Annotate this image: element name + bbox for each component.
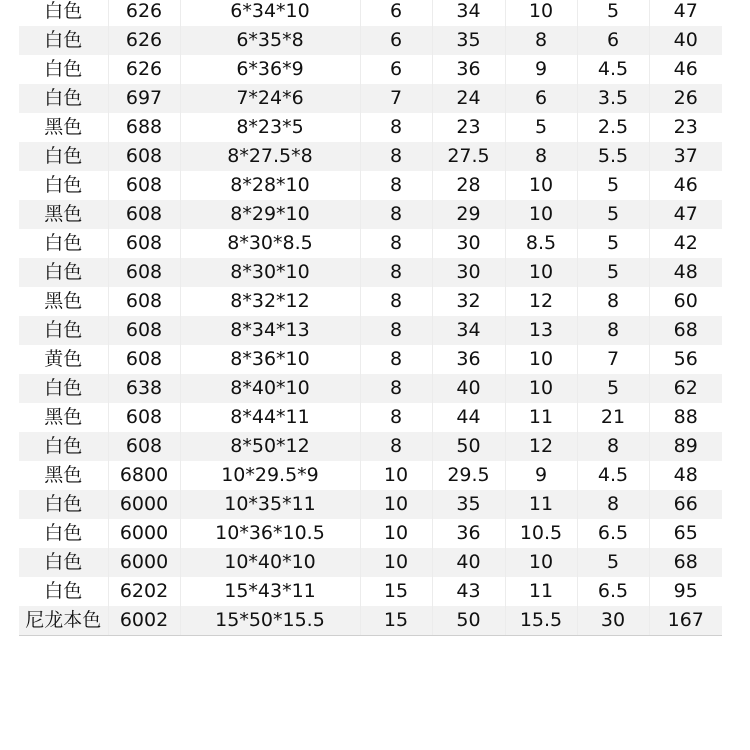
thickness-cell: 10 [505,258,577,287]
model-cell: 638 [108,374,180,403]
price-cell: 40 [649,26,722,55]
table-row [19,519,722,548]
inner-diameter-cell: 8 [360,374,432,403]
weight-cell: 5 [577,0,649,26]
table-row [19,55,722,84]
thickness-cell: 11 [505,577,577,606]
table-body [19,0,722,636]
table-row [19,142,722,171]
weight-cell: 5 [577,229,649,258]
weight-cell: 2.5 [577,113,649,142]
size-cell: 8*30*8.5 [180,229,360,258]
price-cell: 95 [673,580,698,602]
table-row [19,287,722,316]
outer-diameter-cell: 44 [432,403,505,432]
weight-cell: 8 [577,316,649,345]
size-cell: 15*43*11 [180,577,360,606]
thickness-cell: 5 [505,113,577,142]
weight-cell: 5 [577,200,649,229]
thickness-cell: 11 [505,490,577,519]
bearing-spec-table [19,0,722,636]
table-row [19,577,722,606]
weight-cell: 21 [577,403,649,432]
inner-diameter-cell: 6 [360,55,432,84]
color-cell: 黑色 [19,461,108,490]
inner-diameter-cell: 8 [360,403,432,432]
thickness-cell: 10 [505,345,577,374]
color-cell: 白色 [19,374,108,403]
outer-diameter-cell: 36 [432,55,505,84]
inner-diameter-cell: 8 [360,171,432,200]
model-cell: 608 [108,229,180,258]
model-cell: 608 [108,316,180,345]
weight-cell: 8 [577,287,649,316]
thickness-cell: 13 [505,316,577,345]
inner-diameter-cell: 8 [360,142,432,171]
table-row [19,548,722,577]
inner-diameter-cell: 6 [360,0,432,26]
table-row [19,345,722,374]
outer-diameter-cell: 50 [432,432,505,461]
model-cell: 6000 [108,548,180,577]
outer-diameter-cell: 32 [432,287,505,316]
inner-diameter-cell: 10 [360,519,432,548]
price-cell: 48 [673,464,698,486]
table-row [19,606,722,636]
thickness-cell: 10 [505,548,577,577]
size-cell: 6*34*10 [180,0,360,26]
outer-diameter-cell: 30 [432,258,505,287]
outer-diameter-cell: 29.5 [432,461,505,490]
model-cell: 608 [108,287,180,316]
size-cell: 15*50*15.5 [180,606,360,636]
table-row [19,84,722,113]
table-row [19,490,722,519]
color-cell: 黄色 [19,345,108,374]
thickness-cell: 12 [505,287,577,316]
outer-diameter-cell: 36 [432,345,505,374]
price-cell: 89 [649,432,722,461]
inner-diameter-cell: 8 [360,432,432,461]
inner-diameter-cell: 8 [360,316,432,345]
weight-cell: 5 [577,171,649,200]
size-cell: 8*30*10 [180,258,360,287]
weight-cell: 5.5 [577,142,649,171]
color-cell: 白色 [19,171,108,200]
weight-cell: 6.5 [577,519,649,548]
inner-diameter-cell: 8 [360,258,432,287]
size-cell: 8*27.5*8 [180,142,360,171]
weight-cell: 7 [577,345,649,374]
color-cell: 白色 [19,258,108,287]
size-cell: 8*36*10 [180,345,360,374]
model-cell: 688 [108,113,180,142]
model-cell: 697 [108,84,180,113]
model-cell: 6002 [108,606,180,636]
outer-diameter-cell: 40 [432,374,505,403]
color-cell: 黑色 [19,200,108,229]
outer-diameter-cell: 30 [432,229,505,258]
price-cell: 62 [649,374,722,403]
weight-cell: 5 [577,258,649,287]
model-cell: 6202 [108,577,180,606]
weight-cell: 8 [577,432,649,461]
outer-diameter-cell: 29 [432,200,505,229]
color-cell: 白色 [19,26,108,55]
size-cell: 8*50*12 [180,432,360,461]
price-cell: 47 [649,200,722,229]
outer-diameter-cell: 28 [432,171,505,200]
price-cell: 68 [649,316,722,345]
color-cell: 白色 [19,432,108,461]
price-cell: 46 [673,174,698,196]
thickness-cell: 10 [505,200,577,229]
table-row [19,113,722,142]
thickness-cell: 9 [505,55,577,84]
spreadsheet [19,0,722,636]
thickness-cell: 8 [505,142,577,171]
size-cell: 6*35*8 [180,26,360,55]
outer-diameter-cell: 34 [432,0,505,26]
table-row [19,26,722,55]
thickness-cell: 9 [505,461,577,490]
price-cell: 65 [673,522,698,544]
outer-diameter-cell: 43 [432,577,505,606]
price-cell: 60 [673,290,698,312]
outer-diameter-cell: 23 [432,113,505,142]
size-cell: 10*36*10.5 [180,519,360,548]
size-cell: 8*29*10 [180,200,360,229]
thickness-cell: 10 [505,374,577,403]
outer-diameter-cell: 35 [432,490,505,519]
price-cell: 23 [673,116,698,138]
model-cell: 608 [108,200,180,229]
price-cell: 56 [673,348,698,370]
table-row [19,403,722,432]
inner-diameter-cell: 10 [360,461,432,490]
size-cell: 10*29.5*9 [180,461,360,490]
table-row [19,316,722,345]
table-row [19,229,722,258]
outer-diameter-cell: 36 [432,519,505,548]
thickness-cell: 15.5 [505,606,577,636]
color-cell: 白色 [19,548,108,577]
inner-diameter-cell: 7 [360,84,432,113]
weight-cell: 8 [577,490,649,519]
inner-diameter-cell: 8 [360,229,432,258]
color-cell: 白色 [19,84,108,113]
outer-diameter-cell: 35 [432,26,505,55]
model-cell: 608 [108,142,180,171]
price-cell: 42 [673,232,698,254]
model-cell: 608 [108,345,180,374]
size-cell: 7*24*6 [180,84,360,113]
outer-diameter-cell: 24 [432,84,505,113]
inner-diameter-cell: 15 [360,577,432,606]
price-cell: 46 [673,58,698,80]
table-row [19,374,722,403]
price-cell: 88 [673,406,698,428]
model-cell: 6800 [108,461,180,490]
table-row [19,171,722,200]
weight-cell: 3.5 [577,84,649,113]
table-row [19,432,722,461]
weight-cell: 6.5 [577,577,649,606]
inner-diameter-cell: 6 [360,26,432,55]
price-cell: 37 [649,142,722,171]
color-cell: 白色 [19,229,108,258]
size-cell: 8*23*5 [180,113,360,142]
color-cell: 尼龙本色 [19,606,108,636]
inner-diameter-cell: 15 [360,606,432,636]
inner-diameter-cell: 8 [360,345,432,374]
thickness-cell: 10.5 [505,519,577,548]
color-cell: 白色 [19,142,108,171]
price-cell: 48 [649,258,722,287]
weight-cell: 5 [577,374,649,403]
thickness-cell: 8 [505,26,577,55]
size-cell: 8*40*10 [180,374,360,403]
model-cell: 608 [108,258,180,287]
weight-cell: 4.5 [577,55,649,84]
outer-diameter-cell: 50 [432,606,505,636]
color-cell: 白色 [19,577,108,606]
price-cell: 26 [649,84,722,113]
outer-diameter-cell: 40 [432,548,505,577]
model-cell: 608 [108,432,180,461]
color-cell: 黑色 [19,287,108,316]
thickness-cell: 6 [505,84,577,113]
model-cell: 6000 [108,519,180,548]
thickness-cell: 10 [505,171,577,200]
model-cell: 608 [108,403,180,432]
model-cell: 6000 [108,490,180,519]
size-cell: 10*35*11 [180,490,360,519]
price-cell: 68 [649,548,722,577]
color-cell: 黑色 [19,113,108,142]
thickness-cell: 12 [505,432,577,461]
model-cell: 626 [108,26,180,55]
color-cell: 白色 [19,0,108,26]
weight-cell: 6 [577,26,649,55]
weight-cell: 30 [577,606,649,636]
model-cell: 626 [108,55,180,84]
thickness-cell: 10 [505,0,577,26]
color-cell: 白色 [19,55,108,84]
inner-diameter-cell: 8 [360,200,432,229]
size-cell: 8*28*10 [180,171,360,200]
inner-diameter-cell: 8 [360,113,432,142]
inner-diameter-cell: 10 [360,548,432,577]
color-cell: 白色 [19,490,108,519]
weight-cell: 4.5 [577,461,649,490]
table-row [19,0,722,26]
size-cell: 8*34*13 [180,316,360,345]
model-cell: 626 [108,0,180,26]
color-cell: 白色 [19,316,108,345]
table-row [19,258,722,287]
thickness-cell: 8.5 [505,229,577,258]
inner-diameter-cell: 10 [360,490,432,519]
size-cell: 6*36*9 [180,55,360,84]
inner-diameter-cell: 8 [360,287,432,316]
color-cell: 白色 [19,519,108,548]
table-row [19,200,722,229]
model-cell: 608 [108,171,180,200]
outer-diameter-cell: 27.5 [432,142,505,171]
price-cell: 66 [649,490,722,519]
price-cell: 167 [649,606,722,636]
size-cell: 10*40*10 [180,548,360,577]
price-cell: 47 [673,0,698,22]
size-cell: 8*44*11 [180,403,360,432]
thickness-cell: 11 [505,403,577,432]
weight-cell: 5 [577,548,649,577]
size-cell: 8*32*12 [180,287,360,316]
color-cell: 黑色 [19,403,108,432]
outer-diameter-cell: 34 [432,316,505,345]
table-row [19,461,722,490]
